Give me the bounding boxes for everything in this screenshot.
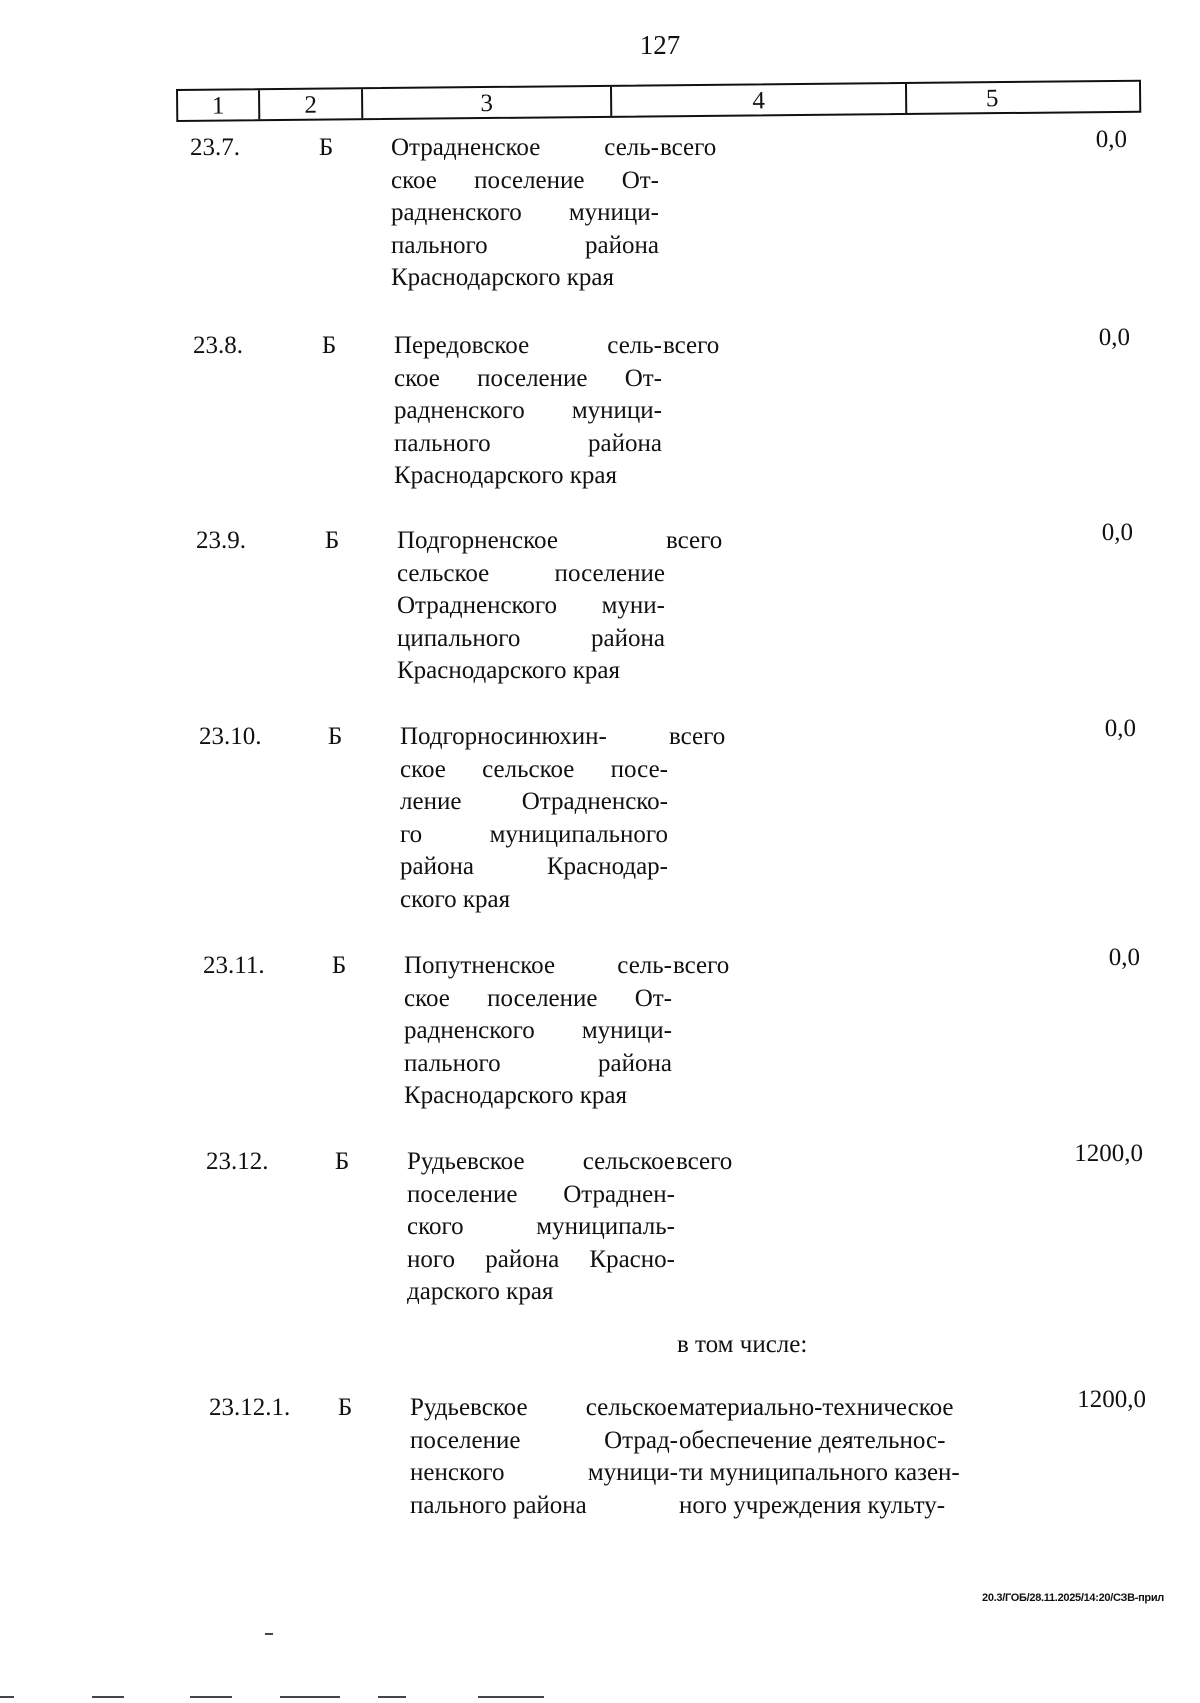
row-purpose [660,132,960,165]
settlement-name-line: го муниципального [400,820,668,848]
table-header-col-2: 2 [260,89,363,119]
row-number: 23.10. [199,723,262,750]
row-purpose [676,1146,976,1179]
table-header-col-4: 4 [612,84,907,116]
row-amount: 0,0 [1104,715,1136,742]
row-number: 23.7. [190,134,240,161]
row-number: 23.9. [196,527,246,554]
scan-artifact [0,1696,14,1698]
settlement-name-line: Краснодарского края [397,657,620,684]
scan-artifact [478,1696,544,1698]
row-category: Б [321,332,337,359]
purpose-line: всего [666,527,723,554]
row-category: Б [337,1394,353,1421]
settlement-name-line: пального района [391,231,659,259]
row-amount: 0,0 [1095,126,1127,153]
table-header-row [176,80,1141,122]
row-purpose [677,1329,977,1362]
settlement-name-line: поселение Отрад- [410,1426,678,1454]
settlement-name-line: Попутненское сель- [404,952,672,979]
settlement-name-line: Рудьевское сельское [410,1394,678,1421]
settlement-name-line: ного района Красно- [407,1245,675,1273]
purpose-line: всего [669,723,726,750]
settlement-name-line: ского муниципаль- [407,1213,675,1240]
settlement-name-line: Краснодарского края [391,264,614,291]
settlement-name-line: пального района [394,429,662,457]
scan-artifact [280,1696,340,1698]
row-amount: 0,0 [1108,944,1140,971]
row-settlement-name [410,1392,678,1522]
page-number: 127 [639,30,681,60]
row-number: 23.12.1. [209,1394,291,1421]
settlement-name-line: ское поселение От- [391,166,659,194]
purpose-line: ти муниципального казен- [679,1459,960,1486]
scan-artifact [190,1696,232,1698]
settlement-name-line: радненского муници- [404,1017,672,1044]
settlement-name-line: Отрадненского муни- [397,592,665,619]
row-amount: 1200,0 [1074,1140,1143,1167]
settlement-name-line: Подгорносинюхин- [400,723,607,750]
row-category: Б [318,134,334,161]
settlement-name-line: ское сельское посе- [400,755,668,783]
row-purpose [663,330,963,363]
purpose-line: всего [660,134,717,161]
settlement-name-line: района Краснодар- [400,853,668,880]
settlement-name-line: Краснодарского края [394,462,617,489]
row-settlement-name [391,132,659,295]
scan-artifact [92,1696,124,1698]
row-category: Б [327,723,343,750]
table-header-col-5: 5 [985,85,999,113]
row-purpose [679,1392,979,1522]
row-purpose [666,525,966,558]
settlement-name-line: ципального района [397,624,665,652]
row-number: 23.11. [203,952,265,979]
purpose-line: всего [663,332,720,359]
document-registration-code: 20.3/ГОБ/28.11.2025/14:20/СЗВ-прил [982,1592,1164,1604]
row-settlement-name [394,330,662,493]
settlement-name-line: ское поселение От- [394,364,662,392]
settlement-name-line: поселение Отраднен- [407,1180,675,1208]
row-settlement-name [404,950,672,1113]
row-amount: 0,0 [1101,519,1133,546]
settlement-name-line: пального района [404,1049,672,1077]
row-number: 23.8. [193,332,243,359]
row-purpose [673,950,973,983]
row-settlement-name [397,525,665,688]
settlement-name-line: Подгорненское [397,527,558,554]
scan-artifact [265,1633,273,1635]
settlement-name-line: пального района [410,1491,587,1519]
row-settlement-name [400,721,668,916]
table-header-col-1: 1 [178,90,260,120]
settlement-name-line: Передовское сель- [394,332,662,359]
settlement-name-line: Отрадненское сель- [391,134,659,161]
purpose-line: в том числе: [677,1331,808,1358]
settlement-name-line: радненского муници- [391,199,659,226]
row-category: Б [331,952,347,979]
row-purpose [669,721,969,754]
settlement-name-line: Краснодарского края [404,1082,627,1109]
row-amount: 0,0 [1098,324,1130,351]
settlement-name-line: дарского края [407,1278,554,1305]
purpose-line: материально-техническое [679,1394,954,1421]
settlement-name-line: радненского муници- [394,397,662,424]
row-number: 23.12. [206,1148,269,1175]
row-category: Б [334,1148,350,1175]
settlement-name-line: сельское поселение [397,559,665,587]
purpose-line: всего [673,952,730,979]
row-settlement-name [407,1146,675,1309]
settlement-name-line: ского края [400,885,511,913]
scan-artifact [378,1696,406,1698]
settlement-name-line: Рудьевское сельское [407,1148,675,1175]
settlement-name-line: ское поселение От- [404,984,672,1012]
settlement-name-line: ненского муници- [410,1459,678,1486]
row-amount: 1200,0 [1077,1386,1146,1413]
purpose-line: обеспечение деятельнос- [679,1426,946,1454]
settlement-name-line: ление Отрадненско- [400,788,668,815]
row-category: Б [324,527,340,554]
purpose-line: всего [676,1148,733,1175]
purpose-line: ного учреждения культу- [679,1491,946,1519]
table-header-col-3: 3 [363,87,612,118]
